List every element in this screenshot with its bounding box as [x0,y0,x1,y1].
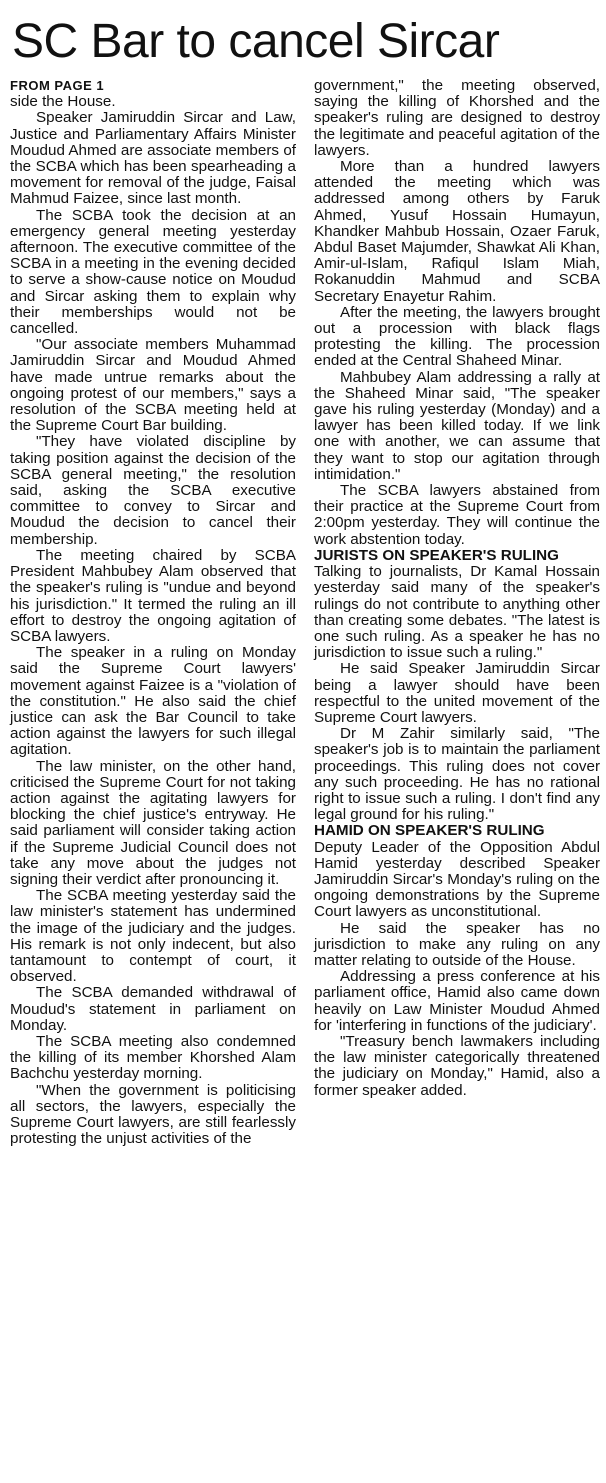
paragraph: "They have violated discipline by taking position against the decision of the SCBA general meeting," the resolution said, asking the SCBA executive committee to convey to Sircar and Moudud the decision to cancel their membership. [10,433,296,548]
subheading-jurists: JURISTS ON SPEAKER'S RULING [314,546,559,564]
paragraph: The law minister, on the other hand, criticised the Supreme Court for not taking action against the agitating lawyers for blocking the chief justice's entryway. He said parliament will consider taking action if the Supreme Judicial Council does not take any move about the judges not signing their verdict after pronouncing it. [10,757,296,888]
paragraph: Addressing a press conference at his parliament office, Hamid also came down heavily on Law Minister Moudud Ahmed for 'interfering in functions of the judiciary'. [314,968,600,1034]
paragraph: Speaker Jamiruddin Sircar and Law, Justice and Parliamentary Affairs Minister Moudud Ahmed are associate members of the SCBA which has been spearheading a movement for removal of the judge, Faisal Mahmud Faizee, since last month. [10,109,296,208]
paragraph: Dr M Zahir similarly said, "The speaker's job is to maintain the parliament proceedings. This ruling does not cover any such proceeding. He has no rational right to issue such a ruling. I don't find any legal ground for his ruling." [314,725,600,824]
paragraph: The SCBA meeting yesterday said the law minister's statement has undermined the image of the judiciary and the judges. His remark is not only indecent, but also tantamount to contempt of court, it observed. [10,887,296,986]
article-columns [10,78,600,1147]
paragraph: The speaker in a ruling on Monday said the Supreme Court lawyers' movement against Faizee is a "violation of the constitution." He also said the chief justice can ask the Bar Council to take action against the lawyers for such illegal agitation. [10,644,296,759]
paragraph: Deputy Leader of the Opposition Abdul Hamid yesterday described Speaker Jamiruddin Sircar's Monday's ruling on the ongoing demonstrations by the Supreme Court lawyers as unconstitutional. [314,838,600,921]
paragraph: After the meeting, the lawyers brought out a procession with black flags protesting the killing. The procession ended at the Central Shaheed Minar. [314,303,600,370]
paragraph: Mahbubey Alam addressing a rally at the Shaheed Minar said, "The speaker gave his ruling yesterday (Monday) and a lawyer has been killed today. If we link one with another, we can assume that they want to stop our agitation through intimidation." [314,368,600,483]
paragraph: More than a hundred lawyers attended the meeting which was addressed among others by Faruk Ahmed, Yusuf Hossain Humayun, Khandker Mahbub Hossain, Ozaer Faruk, Abdul Baset Majumder, Shawkat Ali Khan, Amir-ul-Islam, Rafiqul Islam Miah, Rokanuddin Mahmud and SCBA Secretary Enayetur Rahim. [314,158,600,305]
column-left [10,78,296,1147]
news-article [0,12,606,1483]
paragraph: The SCBA meeting also condemned the killing of its member Khorshed Alam Bachchu yesterday morning. [10,1032,296,1083]
paragraph: Talking to journalists, Dr Kamal Hossain yesterday said many of the speaker's rulings do not contribute to anything other than creating some debates. "The latest is one such ruling. As a speaker he has no jurisdiction to issue such a ruling." [314,563,600,662]
paragraph: "When the government is politicising all sectors, the lawyers, especially the Supreme Court lawyers, are still fearlessly protesting the unjust activities of the [10,1081,296,1148]
from-page-label: FROM PAGE 1 [10,78,105,93]
paragraph: side the House. [10,93,116,111]
paragraph: The SCBA lawyers abstained from their practice at the Supreme Court from 2:00pm yesterday. They will continue the work abstention today. [314,482,600,548]
paragraph: The SCBA demanded withdrawal of Moudud's statement in parliament on Monday. [10,984,296,1034]
paragraph: government," the meeting observed, saying the killing of Khorshed and the speaker's ruling are designed to destroy the legitimate and peaceful agitation of the lawyers. [314,77,600,159]
column-right [314,78,600,1147]
paragraph: The meeting chaired by SCBA President Mahbubey Alam observed that the speaker's ruling is "undue and beyond his jurisdiction." It termed the ruling an ill effort to destroy the ongoing agitation of SCBA lawyers. [10,546,296,645]
paragraph: He said the speaker has no jurisdiction to make any ruling on any matter relating to outside of the House. [314,919,600,969]
paragraph: "Treasury bench lawmakers including the law minister categorically threatened the judiciary on Monday," Hamid, also a former speaker added. [314,1032,600,1099]
paragraph: He said Speaker Jamiruddin Sircar being a lawyer should have been respectful to the united movement of the Supreme Court lawyers. [314,660,600,726]
paragraph: The SCBA took the decision at an emergency general meeting yesterday afternoon. The executive committee of the SCBA in a meeting in the evening decided to serve a show-cause notice on Moudud and Sircar asking them to explain why their memberships would not be cancelled. [10,206,296,338]
headline: SC Bar to cancel Sircar [12,15,500,68]
subheading-hamid: HAMID ON SPEAKER'S RULING [314,822,545,840]
paragraph: "Our associate members Muhammad Jamiruddin Sircar and Moudud Ahmed have made untrue remarks about the ongoing protest of our members," says a resolution of the SCBA meeting held at the Supreme Court Bar building. [10,336,296,435]
